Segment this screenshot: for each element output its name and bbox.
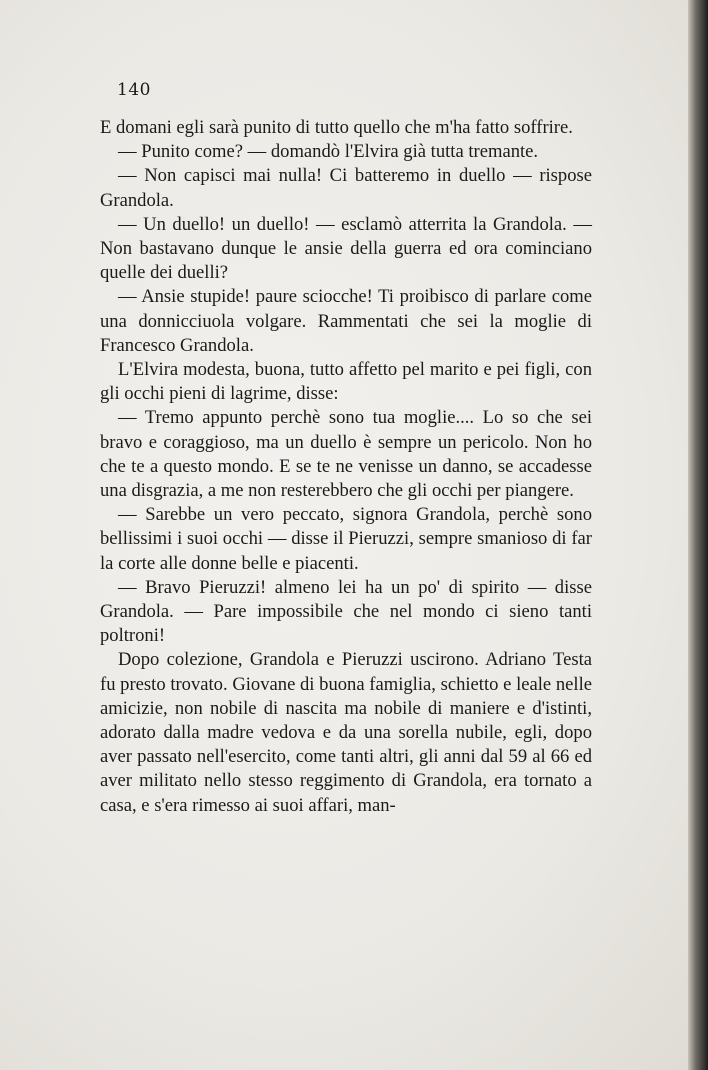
paragraph: — Punito come? — domandò l'Elvira già tutta tremante. xyxy=(118,141,539,163)
paragraph: — Un duello! un duello! — esclamò atterrita la Grandola. — Non bastavano dunque le ansie della guerra ed ora cominciano quelle dei duelli? xyxy=(100,213,592,284)
paragraph: — Sarebbe un vero peccato, signora Grandola, perchè sono bellissimi i suoi occhi — disse il Pieruzzi, sempre smanioso di far la corte alle donne belle e piacenti. xyxy=(100,504,592,574)
paragraph: Dopo colezione, Grandola e Pieruzzi uscirono. Adriano Testa fu presto trovato. Giovane di buona famiglia, schietto e leale nelle amicizie, non nobile di nascita ma nobile di maniere e d'istinti, adorato dalla madre vedova e da una sorella nubile, egli, dopo aver passato nell'esercito, come tanti altri, gli anni dal 59 al 66 ed aver militato nello stesso reggimento di Grandola, era tornato a casa, e s'era rimesso ai suoi affari, man- xyxy=(100,649,592,816)
paragraph: — Ansie stupide! paure sciocche! Ti proibisco di parlare come una donnicciuola volgare. Rammentati che sei la moglie di Francesco Grandola. xyxy=(100,286,592,356)
paragraph: — Tremo appunto perchè sono tua moglie.... Lo so che sei bravo e coraggioso, ma un duello è sempre un pericolo. Non ho che te a questo mondo. E se te ne venisse un danno, se accadesse una disgrazia, a me non resterebbero che gli occhi per piangere. xyxy=(100,407,592,502)
paragraph: E domani egli sarà punito di tutto quello che m'ha fatto soffrire. xyxy=(100,117,573,138)
book-spine-shadow xyxy=(688,0,708,1070)
body-text xyxy=(100,116,592,818)
paragraph: L'Elvira modesta, buona, tutto affetto pel marito e pei figli, con gli occhi pieni di lagrime, disse: xyxy=(100,359,592,405)
page-number: 140 xyxy=(117,80,151,100)
paragraph: — Non capisci mai nulla! Ci batteremo in duello — rispose Grandola. xyxy=(100,165,592,211)
paragraph: — Bravo Pieruzzi! almeno lei ha un po' di spirito — disse Grandola. — Pare impossibile che nel mondo ci sieno tanti poltroni! xyxy=(100,576,592,647)
